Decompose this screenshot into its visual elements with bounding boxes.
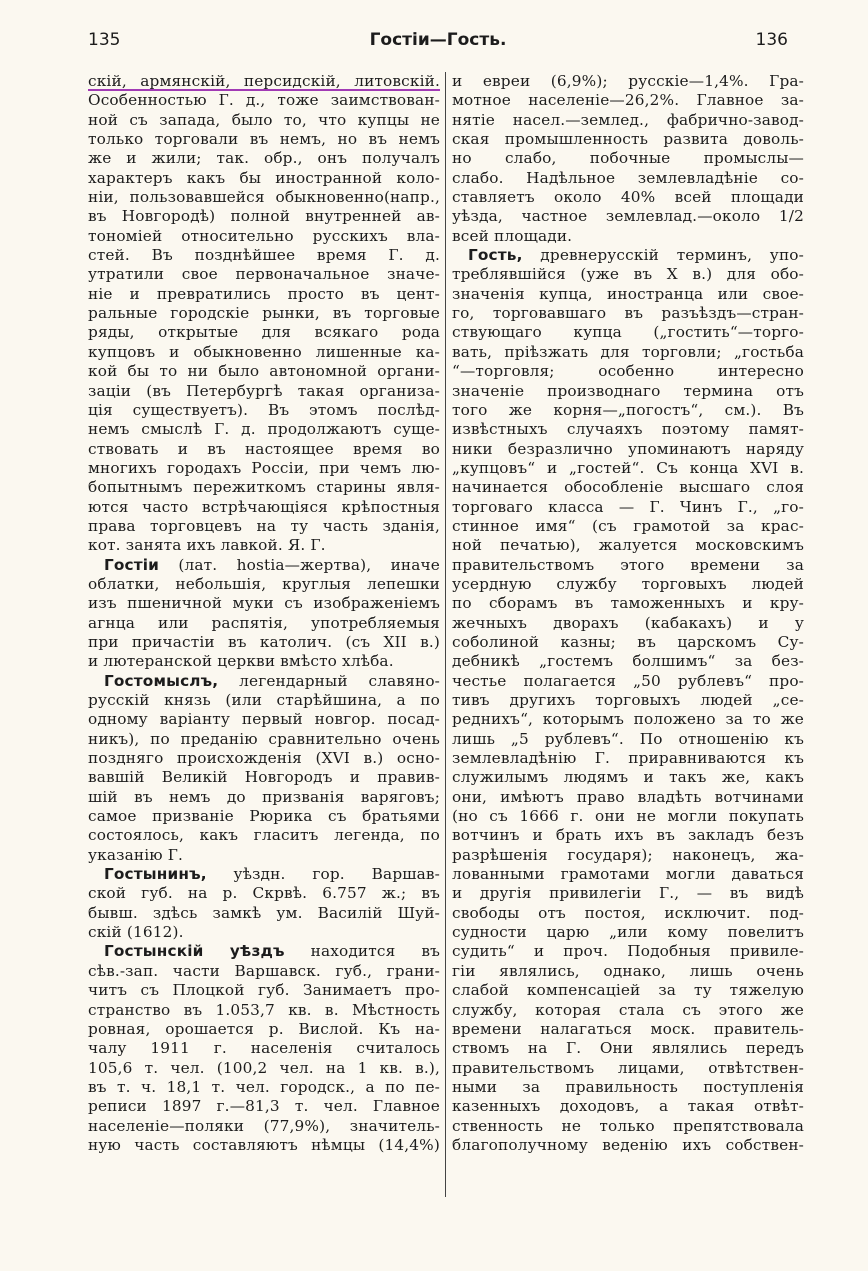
line-text: 105,6 т. чел. (100,2 чел. на 1 кв. в.), — [88, 1058, 440, 1077]
line-text: читъ съ Плоцкой губ. Занимаетъ про- — [88, 981, 440, 1000]
line-text: начинается обособленіе высшаго слоя — [452, 478, 804, 497]
text-line — [452, 788, 804, 807]
line-text: характеръ какъ бы иностранной коло- — [88, 168, 440, 187]
line-text: самое призваніе Рюрика съ братьями — [88, 807, 440, 826]
line-text: и лютеранской церкви вмѣсто хлѣба. — [88, 652, 394, 671]
text-line — [88, 420, 440, 439]
text-line — [452, 517, 804, 536]
text-line — [452, 1001, 804, 1020]
text-line — [452, 556, 804, 575]
text-line — [88, 304, 440, 323]
text-line — [452, 594, 804, 613]
text-line — [452, 710, 804, 729]
text-line — [452, 420, 804, 439]
text-line — [88, 517, 440, 536]
line-text: (но съ 1666 г. они не могли покупать — [452, 807, 804, 826]
text-line — [88, 691, 440, 710]
text-line — [88, 672, 440, 691]
line-text: ровная, орошается р. Вислой. Къ на- — [88, 1019, 440, 1038]
line-text: заціи (въ Петербургѣ такая организа- — [88, 381, 440, 400]
line-text: времени налагаться моск. правитель- — [452, 1019, 804, 1038]
text-line — [452, 1117, 804, 1136]
column-divider — [445, 72, 446, 1197]
text-line — [88, 265, 440, 284]
text-line — [452, 962, 804, 981]
line-text: правительствомъ этого времени за — [452, 555, 804, 574]
text-line — [452, 672, 804, 691]
text-line — [88, 91, 440, 110]
line-text: въ Новгородѣ) полной внутренней ав- — [88, 207, 440, 226]
text-line — [452, 72, 804, 91]
text-line — [88, 981, 440, 1000]
line-text: слабой компенсаціей за ту тяжелую — [452, 981, 804, 1000]
line-text: агнца или распятія, употребляемыя — [88, 613, 440, 632]
text-line — [452, 382, 804, 401]
text-line — [452, 614, 804, 633]
right-text-column — [452, 72, 804, 1192]
line-text: жечныхъ дворахъ (кабакахъ) и у — [452, 613, 804, 632]
text-line — [88, 556, 440, 575]
text-line — [88, 788, 440, 807]
text-line — [452, 1078, 804, 1097]
line-text: изъ пшеничной муки съ изображеніемъ — [88, 594, 440, 613]
text-line — [88, 942, 440, 961]
line-text: судности царю „или кому повелитъ — [452, 923, 804, 942]
text-line — [452, 130, 804, 149]
text-line — [88, 865, 440, 884]
line-text: лованными грамотами могли даваться — [452, 865, 804, 884]
line-text: легендарный славяно- — [218, 671, 440, 690]
line-text: ніе и превратились просто въ цент- — [88, 284, 440, 303]
line-text: Особенностью Г. д., тоже заимствован- — [88, 91, 440, 110]
line-text: по сборамъ въ таможенныхъ и кру- — [452, 594, 804, 613]
line-text: правительствомъ лицами, отвѣтствен- — [452, 1058, 804, 1077]
text-line — [452, 111, 804, 130]
line-text: казенныхъ доходовъ, а такая отвѣт- — [452, 1097, 804, 1116]
text-line — [88, 188, 440, 207]
line-text: только торговали въ немъ, но въ немъ — [88, 130, 440, 149]
text-line — [88, 130, 440, 149]
line-text: права торговцевъ на ту часть зданія, — [88, 516, 440, 535]
line-text: скій (1612). — [88, 923, 184, 942]
line-text: “—торговля; особенно интересно — [452, 362, 804, 381]
entry-headword: Гостомыслъ, — [104, 671, 219, 690]
line-text: ную часть составляютъ нѣмцы (14,4%) — [88, 1135, 440, 1154]
line-text: реписи 1897 г.—81,3 т. чел. Главное — [88, 1097, 440, 1116]
text-line — [452, 401, 804, 420]
line-text: ствомъ на Г. Они являлись передъ — [452, 1039, 804, 1058]
line-text: вать, пріѣзжать для торговли; „гостьба — [452, 342, 804, 361]
text-line — [88, 826, 440, 845]
text-line — [452, 865, 804, 884]
line-text: чалу 1911 г. населенія считалось — [88, 1039, 440, 1058]
line-text: состоялось, какъ гласитъ легенда, по — [88, 826, 440, 845]
text-line — [88, 440, 440, 459]
line-text: нятіе насел.—землед., фабрично-завод- — [452, 110, 804, 129]
line-text: но слабо, побочные промыслы— — [452, 149, 804, 168]
line-text: находится въ — [284, 942, 440, 961]
line-text: многихъ городахъ Россіи, при чемъ лю- — [88, 458, 440, 477]
text-line — [88, 652, 440, 671]
line-text: го, торговавшаго въ разъѣздъ—стран- — [452, 304, 804, 323]
text-line — [452, 478, 804, 497]
page-number-left: 135 — [88, 30, 121, 50]
text-line — [452, 323, 804, 342]
line-text: стинное имя“ (съ грамотой за крас- — [452, 516, 804, 535]
line-text: они, имѣютъ право владѣть вотчинами — [452, 787, 804, 806]
text-line — [88, 633, 440, 652]
text-line — [452, 749, 804, 768]
text-line — [88, 807, 440, 826]
line-text: утратили свое первоначальное значе- — [88, 265, 440, 284]
text-line — [88, 594, 440, 613]
text-line — [452, 169, 804, 188]
text-line — [88, 207, 440, 226]
line-text: ными за правильность поступленія — [452, 1077, 804, 1096]
line-text: мотное населеніе—26,2%. Главное за- — [452, 91, 804, 110]
text-line — [88, 923, 440, 942]
line-text: того же корня—„погостъ“, см.). Въ — [452, 400, 804, 419]
line-text: слабо. Надѣльное землевладѣніе со- — [452, 168, 804, 187]
text-line — [88, 614, 440, 633]
text-line — [88, 169, 440, 188]
line-text: русскій князь (или старѣйшина, а по — [88, 691, 440, 709]
line-text: стей. Въ позднѣйшее время Г. д. — [88, 246, 440, 265]
text-line — [88, 362, 440, 381]
line-text: странство въ 1.053,7 кв. в. Мѣстность — [88, 1000, 440, 1019]
text-line — [88, 1078, 440, 1097]
line-text: ніи, пользовавшейся обыкновенно(напр., — [88, 188, 440, 207]
text-line — [88, 227, 440, 246]
text-line — [88, 1020, 440, 1039]
line-text: уѣздн. гор. Варшав- — [206, 865, 440, 884]
text-line — [88, 382, 440, 401]
text-line — [88, 904, 440, 923]
text-line — [88, 478, 440, 497]
line-text: ставляетъ около 40% всей площади — [452, 188, 804, 207]
text-line — [452, 362, 804, 381]
line-text: лишь „5 рублевъ“. По отношенію къ — [452, 729, 804, 748]
line-text: уѣзда, частное землевлад.—около 1/2 — [452, 207, 804, 226]
line-text: при причастіи въ католич. (съ XII в.) — [88, 632, 440, 651]
text-line — [88, 1117, 440, 1136]
text-line — [88, 285, 440, 304]
text-line — [452, 904, 804, 923]
line-text: землевладѣнію Г. приравниваются къ — [452, 749, 804, 768]
line-text: ной съ запада, было то, что купцы не — [88, 110, 440, 129]
line-text: же и жили; так. обр., онъ получалъ — [88, 149, 440, 168]
text-line — [452, 1136, 804, 1155]
line-text: (лат. hostia—жертва), иначе — [159, 555, 440, 574]
line-text: населеніе—поляки (77,9%), значитель- — [88, 1116, 440, 1135]
left-text-column — [88, 72, 440, 1192]
line-text: скій, армянскій, персидскій, литовскій. — [88, 72, 440, 90]
text-line — [452, 1059, 804, 1078]
line-text: бывш. здѣсь замкѣ ум. Василій Шуй- — [88, 903, 440, 922]
text-line — [88, 149, 440, 168]
text-line — [88, 343, 440, 362]
line-text: ція существуетъ). Въ этомъ послѣд- — [88, 400, 440, 419]
text-line — [452, 807, 804, 826]
text-line — [452, 846, 804, 865]
text-line — [88, 536, 440, 555]
line-text: извѣстныхъ случаяхъ поэтому памят- — [452, 420, 804, 439]
line-text: службу, которая стала съ этого же — [452, 1000, 804, 1019]
text-line — [88, 401, 440, 420]
text-line — [452, 652, 804, 671]
text-line — [452, 265, 804, 284]
text-line — [452, 246, 804, 265]
line-text: гіи являлись, однако, лишь очень — [452, 961, 804, 980]
text-line — [88, 1001, 440, 1020]
line-text: „купцовъ“ и „гостей“. Съ конца XVI в. — [452, 458, 804, 477]
line-text: и другія привилегіи Г., — въ видѣ — [452, 884, 804, 903]
line-text: указанію Г. — [88, 845, 184, 864]
entry-headword: Гостынинъ, — [104, 865, 207, 884]
text-line — [88, 111, 440, 130]
text-line — [452, 691, 804, 710]
text-line — [452, 942, 804, 961]
line-text: честье полагается „50 рублевъ“ про- — [452, 671, 804, 690]
line-text: свободы отъ постоя, исключит. под- — [452, 903, 804, 922]
line-text: ской губ. на р. Скрвѣ. 6.757 ж.; въ — [88, 884, 440, 903]
text-line — [88, 1097, 440, 1116]
text-line — [88, 72, 440, 91]
line-text: вотчинъ и брать ихъ въ закладъ безъ — [452, 826, 804, 845]
line-text: реднихъ“, которымъ положено за то же — [452, 710, 804, 729]
line-text: кот. занята ихъ лавкой. Я. Г. — [88, 536, 326, 555]
text-line — [452, 459, 804, 478]
text-line — [452, 923, 804, 942]
line-text: ряды, открытые для всякаго рода — [88, 323, 440, 342]
line-text: разрѣшенія государя); наконецъ, жа- — [452, 845, 804, 864]
text-line — [452, 826, 804, 845]
text-line — [88, 846, 440, 865]
text-line — [452, 207, 804, 226]
line-text: тономіей относительно русскихъ вла- — [88, 226, 440, 245]
line-text: бопытнымъ пережиткомъ старины явля- — [88, 478, 440, 497]
line-text: ральные городскіе рынки, въ торговые — [88, 304, 440, 323]
line-text: и евреи (6,9%); русскіе—1,4%. Гра- — [452, 72, 804, 90]
line-text: облатки, небольшія, круглыя лепешки — [88, 574, 440, 593]
text-line — [452, 1039, 804, 1058]
page-number-right: 136 — [755, 30, 788, 50]
line-text: судить“ и проч. Подобныя привиле- — [452, 942, 804, 961]
line-text: ствовать и въ настоящее время во — [88, 439, 440, 458]
text-line — [452, 1097, 804, 1116]
text-line — [88, 749, 440, 768]
text-line — [88, 1039, 440, 1058]
text-line — [452, 343, 804, 362]
entry-headword: Гостіи — [104, 555, 160, 574]
text-line — [452, 498, 804, 517]
line-text: ются часто встрѣчающіяся крѣпостныя — [88, 497, 440, 516]
text-line — [88, 323, 440, 342]
text-line — [88, 768, 440, 787]
line-text: вавшій Великій Новгородъ и правив- — [88, 768, 440, 787]
line-text: никъ), по преданію сравнительно очень — [88, 729, 440, 748]
line-text: ствующаго купца („гостить“—торго- — [452, 323, 804, 342]
line-text: усердную службу торговыхъ людей — [452, 574, 804, 593]
text-line — [88, 884, 440, 903]
text-line — [88, 246, 440, 265]
line-text: дебникѣ „гостемъ болшимъ“ за без- — [452, 652, 804, 671]
line-text: ной печатью), жалуется московскимъ — [452, 536, 804, 555]
text-line — [452, 633, 804, 652]
line-text: кой бы то ни было автономной органи- — [88, 362, 440, 381]
entry-headword: Гость, — [468, 246, 523, 265]
line-text: ская промышленность развита доволь- — [452, 130, 804, 149]
line-text: тивъ другихъ торговыхъ людей „се- — [452, 691, 804, 709]
text-line — [452, 768, 804, 787]
line-text: купцовъ и обыкновенно лишенные ка- — [88, 342, 440, 361]
line-text: сѣв.-зап. части Варшавск. губ., грани- — [88, 961, 440, 980]
line-text: древнерусскій терминъ, упо- — [522, 246, 804, 265]
text-line — [452, 285, 804, 304]
text-line — [88, 575, 440, 594]
line-text: всей площади. — [452, 226, 573, 245]
line-text: значеніе производнаго термина отъ — [452, 381, 804, 400]
line-text: въ т. ч. 18,1 т. чел. городск., а по пе- — [88, 1077, 440, 1096]
line-text: шій въ немъ до призванія варяговъ; — [88, 787, 440, 806]
text-line — [88, 710, 440, 729]
text-line — [452, 981, 804, 1000]
text-line — [452, 440, 804, 459]
text-line — [452, 188, 804, 207]
text-line — [452, 575, 804, 594]
text-line — [452, 884, 804, 903]
line-text: соболиной казны; въ царскомъ Су- — [452, 632, 804, 651]
line-text: торговаго класса — Г. Чинъ Г., „го- — [452, 497, 804, 516]
line-text: одному варіанту первый новгор. посад- — [88, 710, 440, 729]
text-line — [452, 730, 804, 749]
text-line — [88, 730, 440, 749]
running-title: Гостіи—Гость. — [369, 30, 507, 50]
text-line — [452, 1020, 804, 1039]
page-header — [88, 30, 788, 60]
text-line — [88, 1136, 440, 1155]
line-text: служилымъ людямъ и такъ же, какъ — [452, 768, 804, 787]
text-line — [88, 962, 440, 981]
text-line — [452, 227, 804, 246]
text-line — [88, 459, 440, 478]
text-line — [452, 149, 804, 168]
line-text: треблявшійся (уже въ X в.) для обо- — [452, 265, 804, 284]
entry-headword: Гостынскій уѣздъ — [104, 942, 285, 961]
text-line — [452, 91, 804, 110]
text-line — [88, 1059, 440, 1078]
line-text: ственность не только препятствовала — [452, 1116, 804, 1135]
line-text: благополучному веденію ихъ собствен- — [452, 1135, 804, 1154]
line-text: немъ смыслѣ Г. д. продолжаютъ суще- — [88, 420, 440, 439]
text-line — [452, 536, 804, 555]
text-line — [88, 498, 440, 517]
line-text: поздняго происхожденія (XVI в.) осно- — [88, 749, 440, 768]
text-line — [452, 304, 804, 323]
line-text: ники безразлично упоминаютъ наряду — [452, 439, 804, 458]
line-text: значенія купца, иностранца или свое- — [452, 284, 804, 303]
